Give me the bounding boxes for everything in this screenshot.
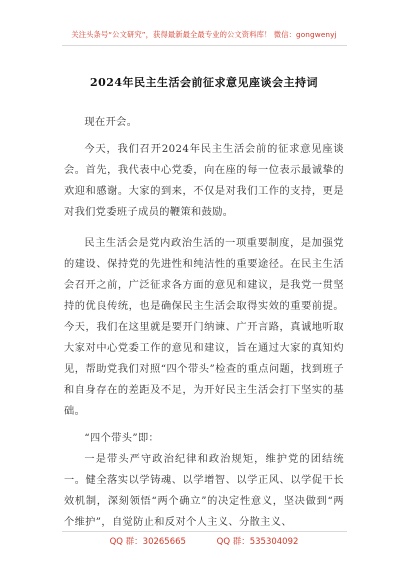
footer-qq-group-2: QQ 群：535304092 xyxy=(216,537,299,547)
footer xyxy=(0,535,408,547)
footer-qq-group-1: QQ 群：30265665 xyxy=(109,537,186,547)
paragraph-four-leads-heading: “四个带头”即： xyxy=(84,433,160,444)
paragraph-welcome: 今天，我们召开2024年民主生活会前的征求意见座谈会。首先，我代表中心党委，向在座的每一位表示最诚挚的欢迎和感谢。大家的到来，不仅是对我们工作的支持，更是对我们党委班子成员的鞭策和鼓励。 xyxy=(64,144,344,218)
paragraph-first-lead: 一是带头严守政治纪律和政治规矩，维护党的团结统一。健全落实以学铸魂、以学增智、以学正风、以学促干长效机制，深刻领悟“两个确立”的决定性意义，坚决做到“两个维护”，自觉防止和反对个人主义、分散主义、 xyxy=(64,454,344,528)
document-title: 2024年民主生活会前征求意见座谈会主持词 xyxy=(89,76,319,89)
footer-divider xyxy=(62,531,347,532)
document-body xyxy=(64,112,344,533)
header-banner: 关注头条号“公文研究”，获得最新最全最专业的公文资料库！ 微信：gongwenyj xyxy=(71,30,337,39)
header-divider xyxy=(62,45,347,46)
paragraph-purpose: 民主生活会是党内政治生活的一项重要制度，是加强党的建设、保持党的先进性和纯洁性的重要途径。在民主生活会召开之前，广泛征求各方面的意见和建议，是我党一贯坚持的优良传统，也是确保民主生活会取得实效的重要前提。今天，我们在这里就是要开门纳谏、广开言路，真诚地听取大家对中心党委工作的意见和建议，旨在通过大家的真知灼见，帮助党我们对照“四个带头”检查的重点问题，找到班子和自身存在的差距及不足，为开好民主生活会打下坚实的基础。 xyxy=(64,238,344,417)
paragraph-opening: 现在开会。 xyxy=(84,117,138,128)
